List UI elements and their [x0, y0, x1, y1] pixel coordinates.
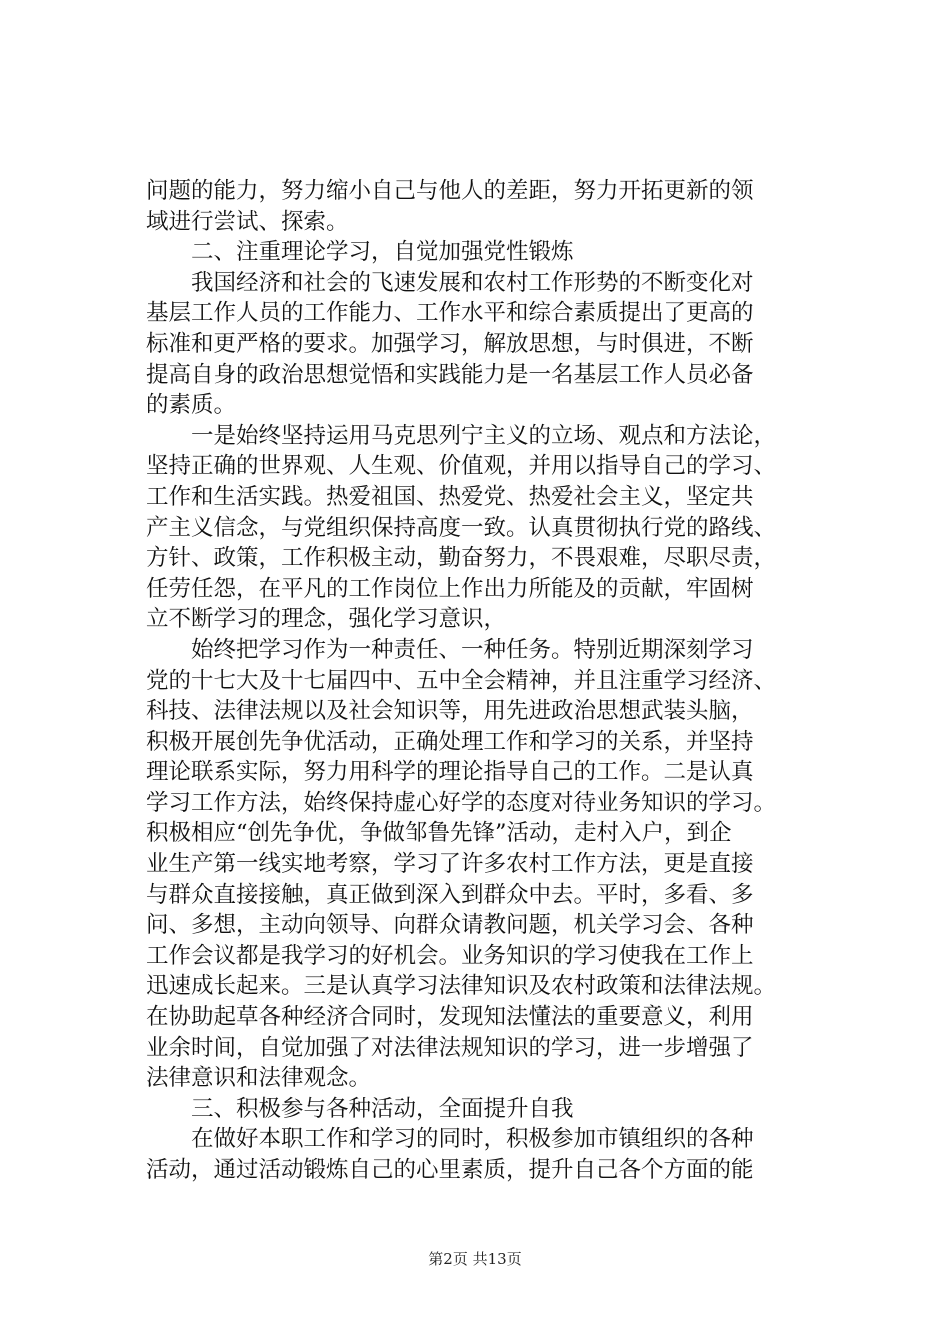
text-line: 域进行尝试、探索。 [146, 208, 349, 235]
section-heading: 三、积极参与各种活动，全面提升自我 [191, 1095, 574, 1122]
text-line: 党的十七大及十七届四中、五中全会精神，并且注重学习经济、 [146, 667, 777, 694]
text-line: 产主义信念，与党组织保持高度一致。认真贯彻执行党的路线、 [146, 514, 777, 541]
text-line: 迅速成长起来。三是认真学习法律知识及农村政策和法律法规。 [146, 973, 777, 1000]
text-line: 活动，通过活动锻炼自己的心里素质，提升自己各个方面的能 [146, 1157, 754, 1183]
text-line: 学习工作方法，始终保持虚心好学的态度对待业务知识的学习。 [146, 789, 777, 816]
text-line: 工作会议都是我学习的好机会。业务知识的学习使我在工作上 [146, 942, 754, 969]
text-line: 科技、法律法规以及社会知识等，用先进政治思想武装头脑， [146, 698, 754, 725]
section-heading: 二、注重理论学习，自觉加强党性锻炼 [191, 239, 574, 266]
text-line: 坚持正确的世界观、人生观、价值观，并用以指导自己的学习、 [146, 453, 777, 480]
text-line: 提高自身的政治思想觉悟和实践能力是一名基层工作人员必备 [146, 361, 754, 388]
text-line: 与群众直接接触，真正做到深入到群众中去。平时，多看、多 [146, 881, 754, 908]
text-line: 在协助起草各种经济合同时，发现知法懂法的重要意义，利用 [146, 1004, 754, 1031]
text-line: 在做好本职工作和学习的同时，积极参加市镇组织的各种 [191, 1126, 754, 1153]
text-line: 问、多想，主动向领导、向群众请教问题，机关学习会、各种 [146, 912, 754, 939]
text-line: 工作和生活实践。热爱祖国、热爱党、热爱社会主义，坚定共 [146, 483, 754, 510]
text-line: 法律意识和法律观念。 [146, 1065, 372, 1092]
page-footer: 第2页 共13页 [428, 1250, 522, 1268]
text-line: 方针、政策，工作积极主动，勤奋努力，不畏艰难，尽职尽责， [146, 545, 777, 572]
text-line: 业生产第一线实地考察，学习了许多农村工作方法，更是直接 [146, 851, 754, 878]
text-line: 立不断学习的理念，强化学习意识， [146, 606, 507, 633]
text-line: 业余时间，自觉加强了对法律法规知识的学习，进一步增强了 [146, 1034, 754, 1061]
text-line: 的素质。 [146, 392, 237, 419]
text-line: 任劳任怨，在平凡的工作岗位上作出力所能及的贡献，牢固树 [146, 575, 754, 602]
text-line: 我国经济和社会的飞速发展和农村工作形势的不断变化对 [191, 269, 754, 296]
text-line: 标准和更严格的要求。加强学习，解放思想，与时俱进，不断 [146, 330, 754, 357]
text-line: 积极开展创先争优活动，正确处理工作和学习的关系，并坚持 [146, 728, 754, 755]
text-line: 积极相应“创先争优，争做邹鲁先锋”活动，走村入户，到企 [146, 820, 732, 847]
body-text [146, 176, 836, 1186]
text-line: 一是始终坚持运用马克思列宁主义的立场、观点和方法论， [191, 422, 777, 449]
text-line: 基层工作人员的工作能力、工作水平和综合素质提出了更高的 [146, 300, 754, 327]
text-line: 理论联系实际，努力用科学的理论指导自己的工作。二是认真 [146, 759, 754, 786]
text-line: 始终把学习作为一种责任、一种任务。特别近期深刻学习 [191, 636, 754, 663]
text-line: 问题的能力，努力缩小自己与他人的差距，努力开拓更新的领 [146, 178, 754, 204]
